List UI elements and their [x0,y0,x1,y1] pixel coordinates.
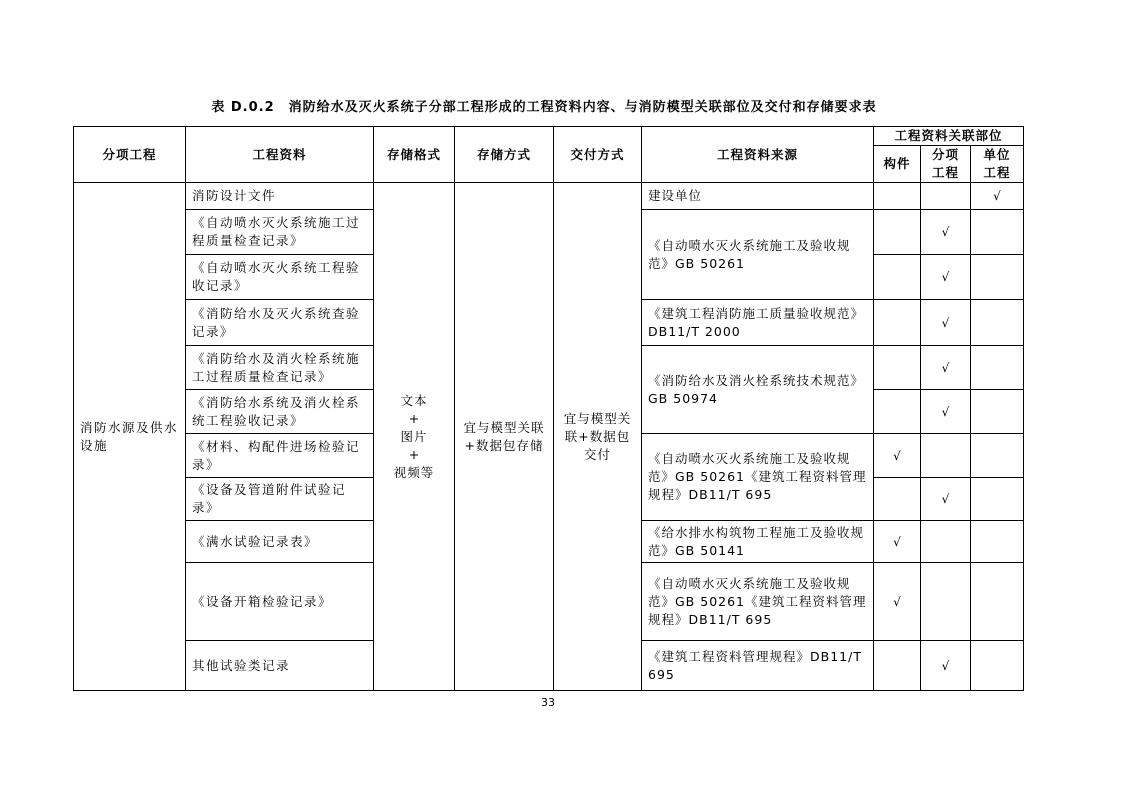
component-check [874,390,921,434]
storage-format-line: 视频等 [393,464,435,480]
material-cell: 其他试验类记录 [186,641,374,691]
sub-project-check: √ [921,210,971,255]
storage-format-line: 图片 [400,428,428,444]
sub-project-check: √ [921,346,971,390]
material-cell: 《自动喷水灭火系统施工过程质量检查记录》 [186,210,374,255]
material-cell: 《自动喷水灭火系统工程验收记录》 [186,255,374,300]
material-cell: 《材料、构配件进场检验记录》 [186,434,374,478]
header-storage-method: 存储方式 [455,127,554,183]
material-cell: 《消防给水及消火栓系统施工过程质量检查记录》 [186,346,374,390]
header-sub-project-line2: 工程 [931,165,959,180]
source-cell: 《建筑工程资料管理规程》DB11/T 695 [642,641,874,691]
material-cell: 《消防给水及灭火系统查验记录》 [186,300,374,346]
unit-project-check [971,300,1024,346]
header-source: 工程资料来源 [642,127,874,183]
header-unit-project [971,146,1024,183]
sub-project-check [921,434,971,478]
delivery-method-cell: 宜与模型关联+数据包交付 [554,183,642,691]
unit-project-check [971,641,1024,691]
component-check [874,478,921,521]
component-check [874,300,921,346]
header-unit-project-line1: 单位 [983,147,1011,162]
material-cell: 《满水试验记录表》 [186,521,374,563]
header-related-parts: 工程资料关联部位 [874,127,1024,146]
sub-project-check: √ [921,478,971,521]
sub-project-check [921,521,971,563]
header-storage-format: 存储格式 [374,127,455,183]
unit-project-check [971,390,1024,434]
component-check [874,210,921,255]
component-check [874,641,921,691]
sub-project-check: √ [921,255,971,300]
header-sub-project-line1: 分项 [931,147,959,162]
header-material: 工程资料 [186,127,374,183]
header-component: 构件 [874,146,921,183]
source-cell: 《给水排水构筑物工程施工及验收规范》GB 50141 [642,521,874,563]
component-check [874,183,921,210]
unit-project-check [971,255,1024,300]
storage-format-line: + [408,410,420,426]
storage-format-line: 文本 [400,392,428,408]
source-cell: 《消防给水及消火栓系统技术规范》GB 50974 [642,346,874,434]
unit-project-check: √ [971,183,1024,210]
source-cell: 《自动喷水灭火系统施工及验收规范》GB 50261《建筑工程资料管理规程》DB11/T 695 [642,434,874,521]
sub-project-check [921,563,971,641]
material-cell: 《设备及管道附件试验记录》 [186,478,374,521]
storage-format-line: + [408,446,420,462]
unit-project-check [971,346,1024,390]
subitem-cell: 消防水源及供水设施 [74,183,186,691]
page-number: 33 [541,696,555,709]
source-cell: 《建筑工程消防施工质量验收规范》DB11/T 2000 [642,300,874,346]
unit-project-check [971,210,1024,255]
table-row [74,183,1024,210]
sub-project-check: √ [921,641,971,691]
source-cell: 《自动喷水灭火系统施工及验收规范》GB 50261 [642,210,874,300]
component-check [874,255,921,300]
sub-project-check: √ [921,390,971,434]
material-cell: 消防设计文件 [186,183,374,210]
storage-format-cell [374,183,455,691]
unit-project-check [971,434,1024,478]
component-check [874,346,921,390]
source-cell: 《自动喷水灭火系统施工及验收规范》GB 50261《建筑工程资料管理规程》DB11/T 695 [642,563,874,641]
sub-project-check [921,183,971,210]
data-table [73,126,1024,691]
header-sub-project [921,146,971,183]
header-unit-project-line2: 工程 [983,165,1011,180]
unit-project-check [971,478,1024,521]
source-cell: 建设单位 [642,183,874,210]
component-check: √ [874,521,921,563]
component-check: √ [874,434,921,478]
storage-method-cell: 宜与模型关联+数据包存储 [455,183,554,691]
material-cell: 《消防给水系统及消火栓系统工程验收记录》 [186,390,374,434]
sub-project-check: √ [921,300,971,346]
unit-project-check [971,521,1024,563]
component-check: √ [874,563,921,641]
header-delivery-method: 交付方式 [554,127,642,183]
unit-project-check [971,563,1024,641]
header-subitem: 分项工程 [74,127,186,183]
material-cell: 《设备开箱检验记录》 [186,563,374,641]
table-title: 表 D.0.2 消防给水及灭火系统子分部工程形成的工程资料内容、与消防模型关联部位及交付和存储要求表 [211,100,877,115]
